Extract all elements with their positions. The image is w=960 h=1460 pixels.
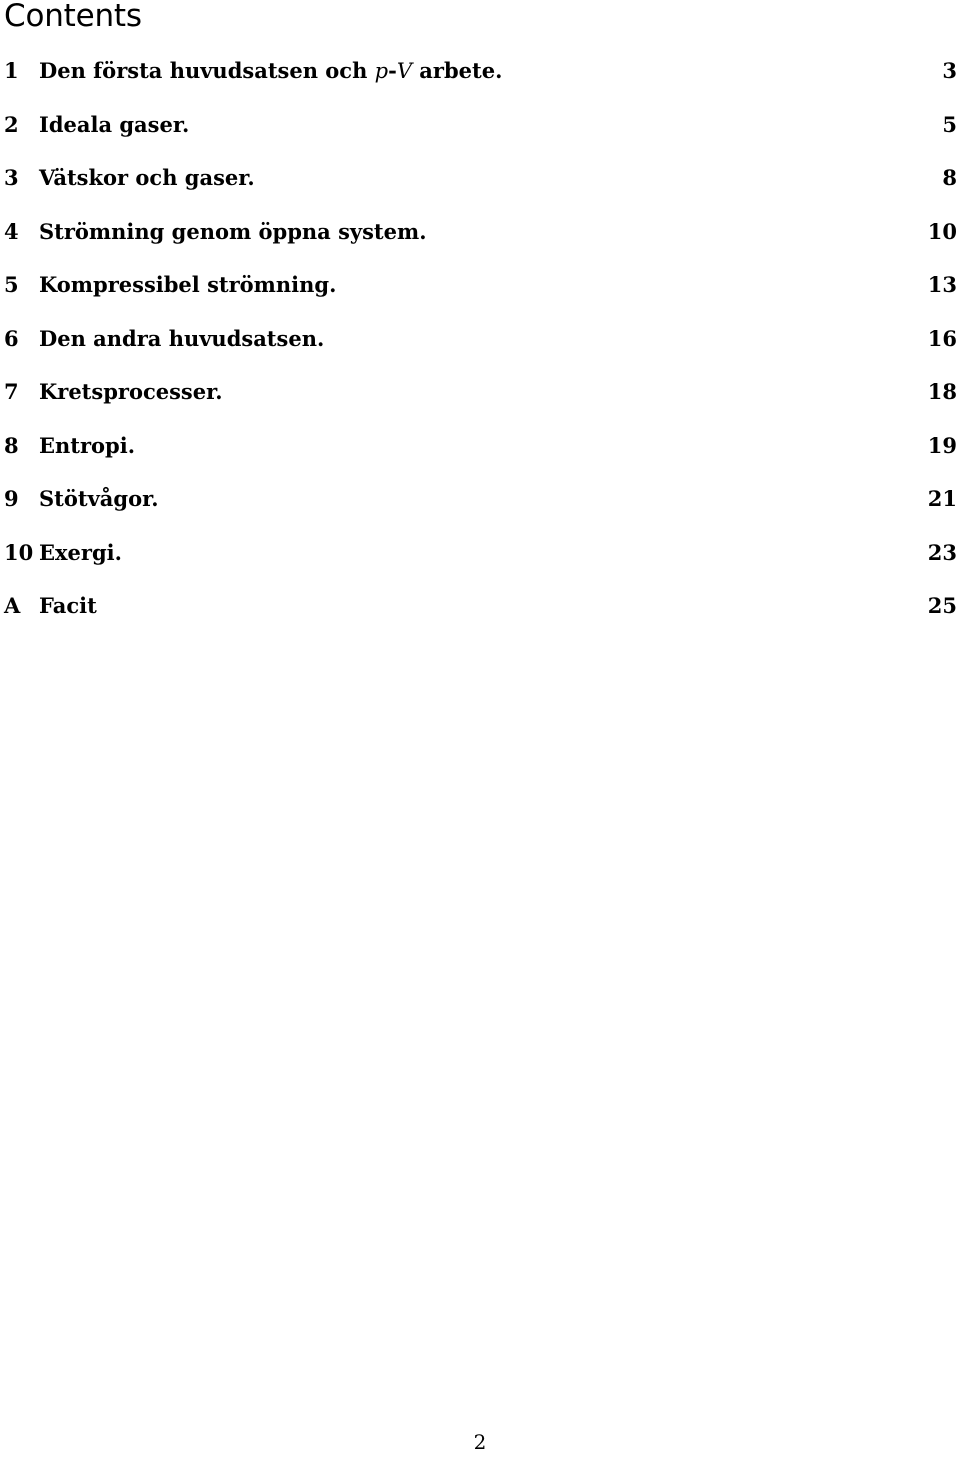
toc-entry-title: Entropi. [39, 432, 136, 458]
math-variable-v: V [396, 59, 412, 83]
toc-entry-page: 13 [927, 272, 957, 297]
toc-entry-page: 19 [927, 432, 957, 458]
toc-entry-title [39, 51, 502, 91]
toc-entry-number: 7 [4, 379, 19, 404]
contents-heading: Contents [4, 0, 142, 34]
toc-title-hyphen: - [388, 58, 397, 83]
table-of-contents [0, 51, 960, 640]
toc-entry-number: 6 [4, 325, 19, 351]
toc-entry-appendix-a[interactable] [0, 586, 960, 640]
toc-entry-title: Kompressibel strömning. [39, 272, 337, 297]
toc-entry-number: 3 [4, 165, 19, 190]
toc-entry-page: 3 [942, 58, 957, 83]
toc-entry-3[interactable] [0, 158, 960, 212]
toc-entry-number: 9 [4, 486, 19, 511]
toc-entry-number: 1 [4, 58, 19, 83]
toc-entry-5[interactable] [0, 265, 960, 319]
toc-entry-number: 2 [4, 111, 19, 137]
toc-entry-10[interactable] [0, 533, 960, 587]
toc-entry-page: 23 [927, 539, 957, 565]
toc-entry-page: 10 [927, 218, 957, 244]
toc-entry-title: Exergi. [39, 539, 122, 565]
toc-title-text: Den första huvudsatsen och [39, 58, 375, 83]
toc-entry-1[interactable] [0, 51, 960, 105]
toc-entry-title: Ideala gaser. [39, 111, 190, 137]
toc-entry-title: Stötvågor. [39, 486, 159, 511]
toc-entry-title: Kretsprocesser. [39, 379, 223, 404]
toc-entry-title: Facit [39, 593, 97, 618]
toc-entry-4[interactable] [0, 212, 960, 266]
toc-entry-number: A [4, 593, 21, 618]
toc-entry-page: 21 [927, 486, 957, 511]
toc-entry-9[interactable] [0, 479, 960, 533]
toc-entry-title: Vätskor och gaser. [39, 165, 255, 190]
toc-entry-title: Den andra huvudsatsen. [39, 325, 325, 351]
toc-entry-number: 10 [4, 539, 34, 565]
toc-entry-page: 8 [942, 165, 957, 190]
toc-entry-title: Strömning genom öppna system. [39, 218, 427, 244]
toc-entry-number: 4 [4, 218, 19, 244]
toc-title-text: arbete. [412, 58, 503, 83]
toc-entry-page: 18 [927, 379, 957, 404]
toc-entry-number: 8 [4, 432, 19, 458]
toc-entry-2[interactable] [0, 105, 960, 159]
toc-entry-page: 25 [927, 593, 957, 618]
toc-entry-6[interactable] [0, 319, 960, 373]
toc-entry-8[interactable] [0, 426, 960, 480]
toc-entry-number: 5 [4, 272, 19, 297]
toc-entry-page: 16 [927, 325, 957, 351]
math-variable-p: p [374, 59, 389, 83]
page-number: 2 [473, 1430, 487, 1454]
toc-entry-7[interactable] [0, 372, 960, 426]
toc-entry-page: 5 [942, 111, 957, 137]
